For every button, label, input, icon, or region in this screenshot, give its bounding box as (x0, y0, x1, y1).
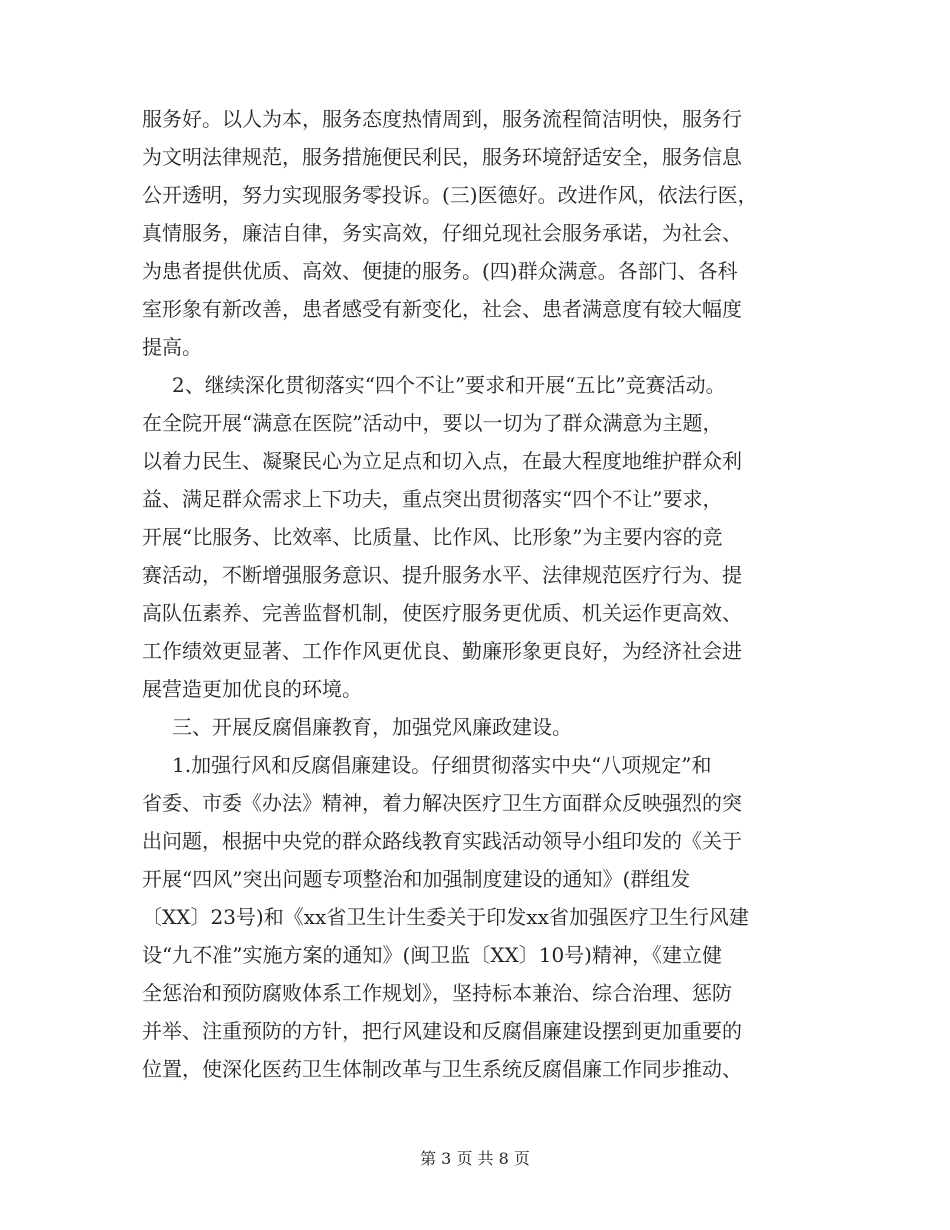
text-line: 高队伍素养、完善监督机制，使医疗服务更优质、机关运作更高效、 (142, 601, 742, 625)
text-line: 以着力民生、凝聚民心为立足点和切入点，在最大程度地维护群众利 (142, 449, 742, 473)
text-line: 赛活动，不断增强服务意识、提升服务水平、法律规范医疗行为、提 (142, 563, 742, 587)
text-line: 室形象有新改善，患者感受有新变化，社会、患者满意度有较大幅度 (142, 297, 742, 321)
text-line: 为患者提供优质、高效、便捷的服务。(四)群众满意。各部门、各科 (142, 259, 738, 283)
text-line: 全惩治和预防腐败体系工作规划》，坚持标本兼治、综合治理、惩防 (142, 981, 732, 1005)
text-line: 〔XX〕23号)和《xx省卫生计生委关于印发xx省加强医疗卫生行风建 (142, 905, 749, 929)
document-body (142, 100, 832, 1088)
paragraph-start-line: 2、继续深化贯彻落实“四个不让”要求和开展“五比”竞赛活动。 (172, 373, 726, 397)
page-footer: 第 3 页 共 8 页 (420, 1149, 530, 1168)
text-line: 服务好。以人为本，服务态度热情周到，服务流程简洁明快，服务行 (142, 107, 742, 131)
text-line: 省委、市委《办法》精神，着力解决医疗卫生方面群众反映强烈的突 (142, 791, 742, 815)
text-line: 提高。 (142, 335, 202, 359)
paragraph-start-line: 1.加强行风和反腐倡廉建设。仔细贯彻落实中央“八项规定”和 (172, 753, 712, 777)
text-line: 位置，使深化医药卫生体制改革与卫生系统反腐倡廉工作同步推动、 (142, 1057, 742, 1081)
text-line: 开展“四风”突出问题专项整治和加强制度建设的通知》(群组发 (142, 867, 691, 891)
section-heading: 三、开展反腐倡廉教育，加强党风廉政建设。 (172, 715, 572, 739)
text-line: 展营造更加优良的环境。 (142, 677, 362, 701)
text-line: 工作绩效更显著、工作作风更优良、勤廉形象更良好，为经济社会进 (142, 639, 742, 663)
text-line: 设“九不准”实施方案的通知》(闽卫监〔XX〕10号)精神，《建立健 (142, 943, 722, 967)
text-line: 在全院开展“满意在医院”活动中，要以一切为了群众满意为主题， (142, 411, 723, 435)
text-line: 真情服务，廉洁自律，务实高效，仔细兑现社会服务承诺，为社会、 (142, 221, 742, 245)
text-line: 为文明法律规范，服务措施便民利民，服务环境舒适安全，服务信息 (142, 145, 742, 169)
text-line: 公开透明，努力实现服务零投诉。(三)医德好。改进作风，依法行医， (142, 183, 758, 207)
text-line: 出问题，根据中央党的群众路线教育实践活动领导小组印发的《关于 (142, 829, 742, 853)
text-line: 开展“比服务、比效率、比质量、比作风、比形象”为主要内容的竞 (142, 525, 723, 549)
text-line: 并举、注重预防的方针，把行风建设和反腐倡廉建设摆到更加重要的 (142, 1019, 742, 1043)
text-line: 益、满足群众需求上下功夫，重点突出贯彻落实“四个不让”要求， (142, 487, 723, 511)
